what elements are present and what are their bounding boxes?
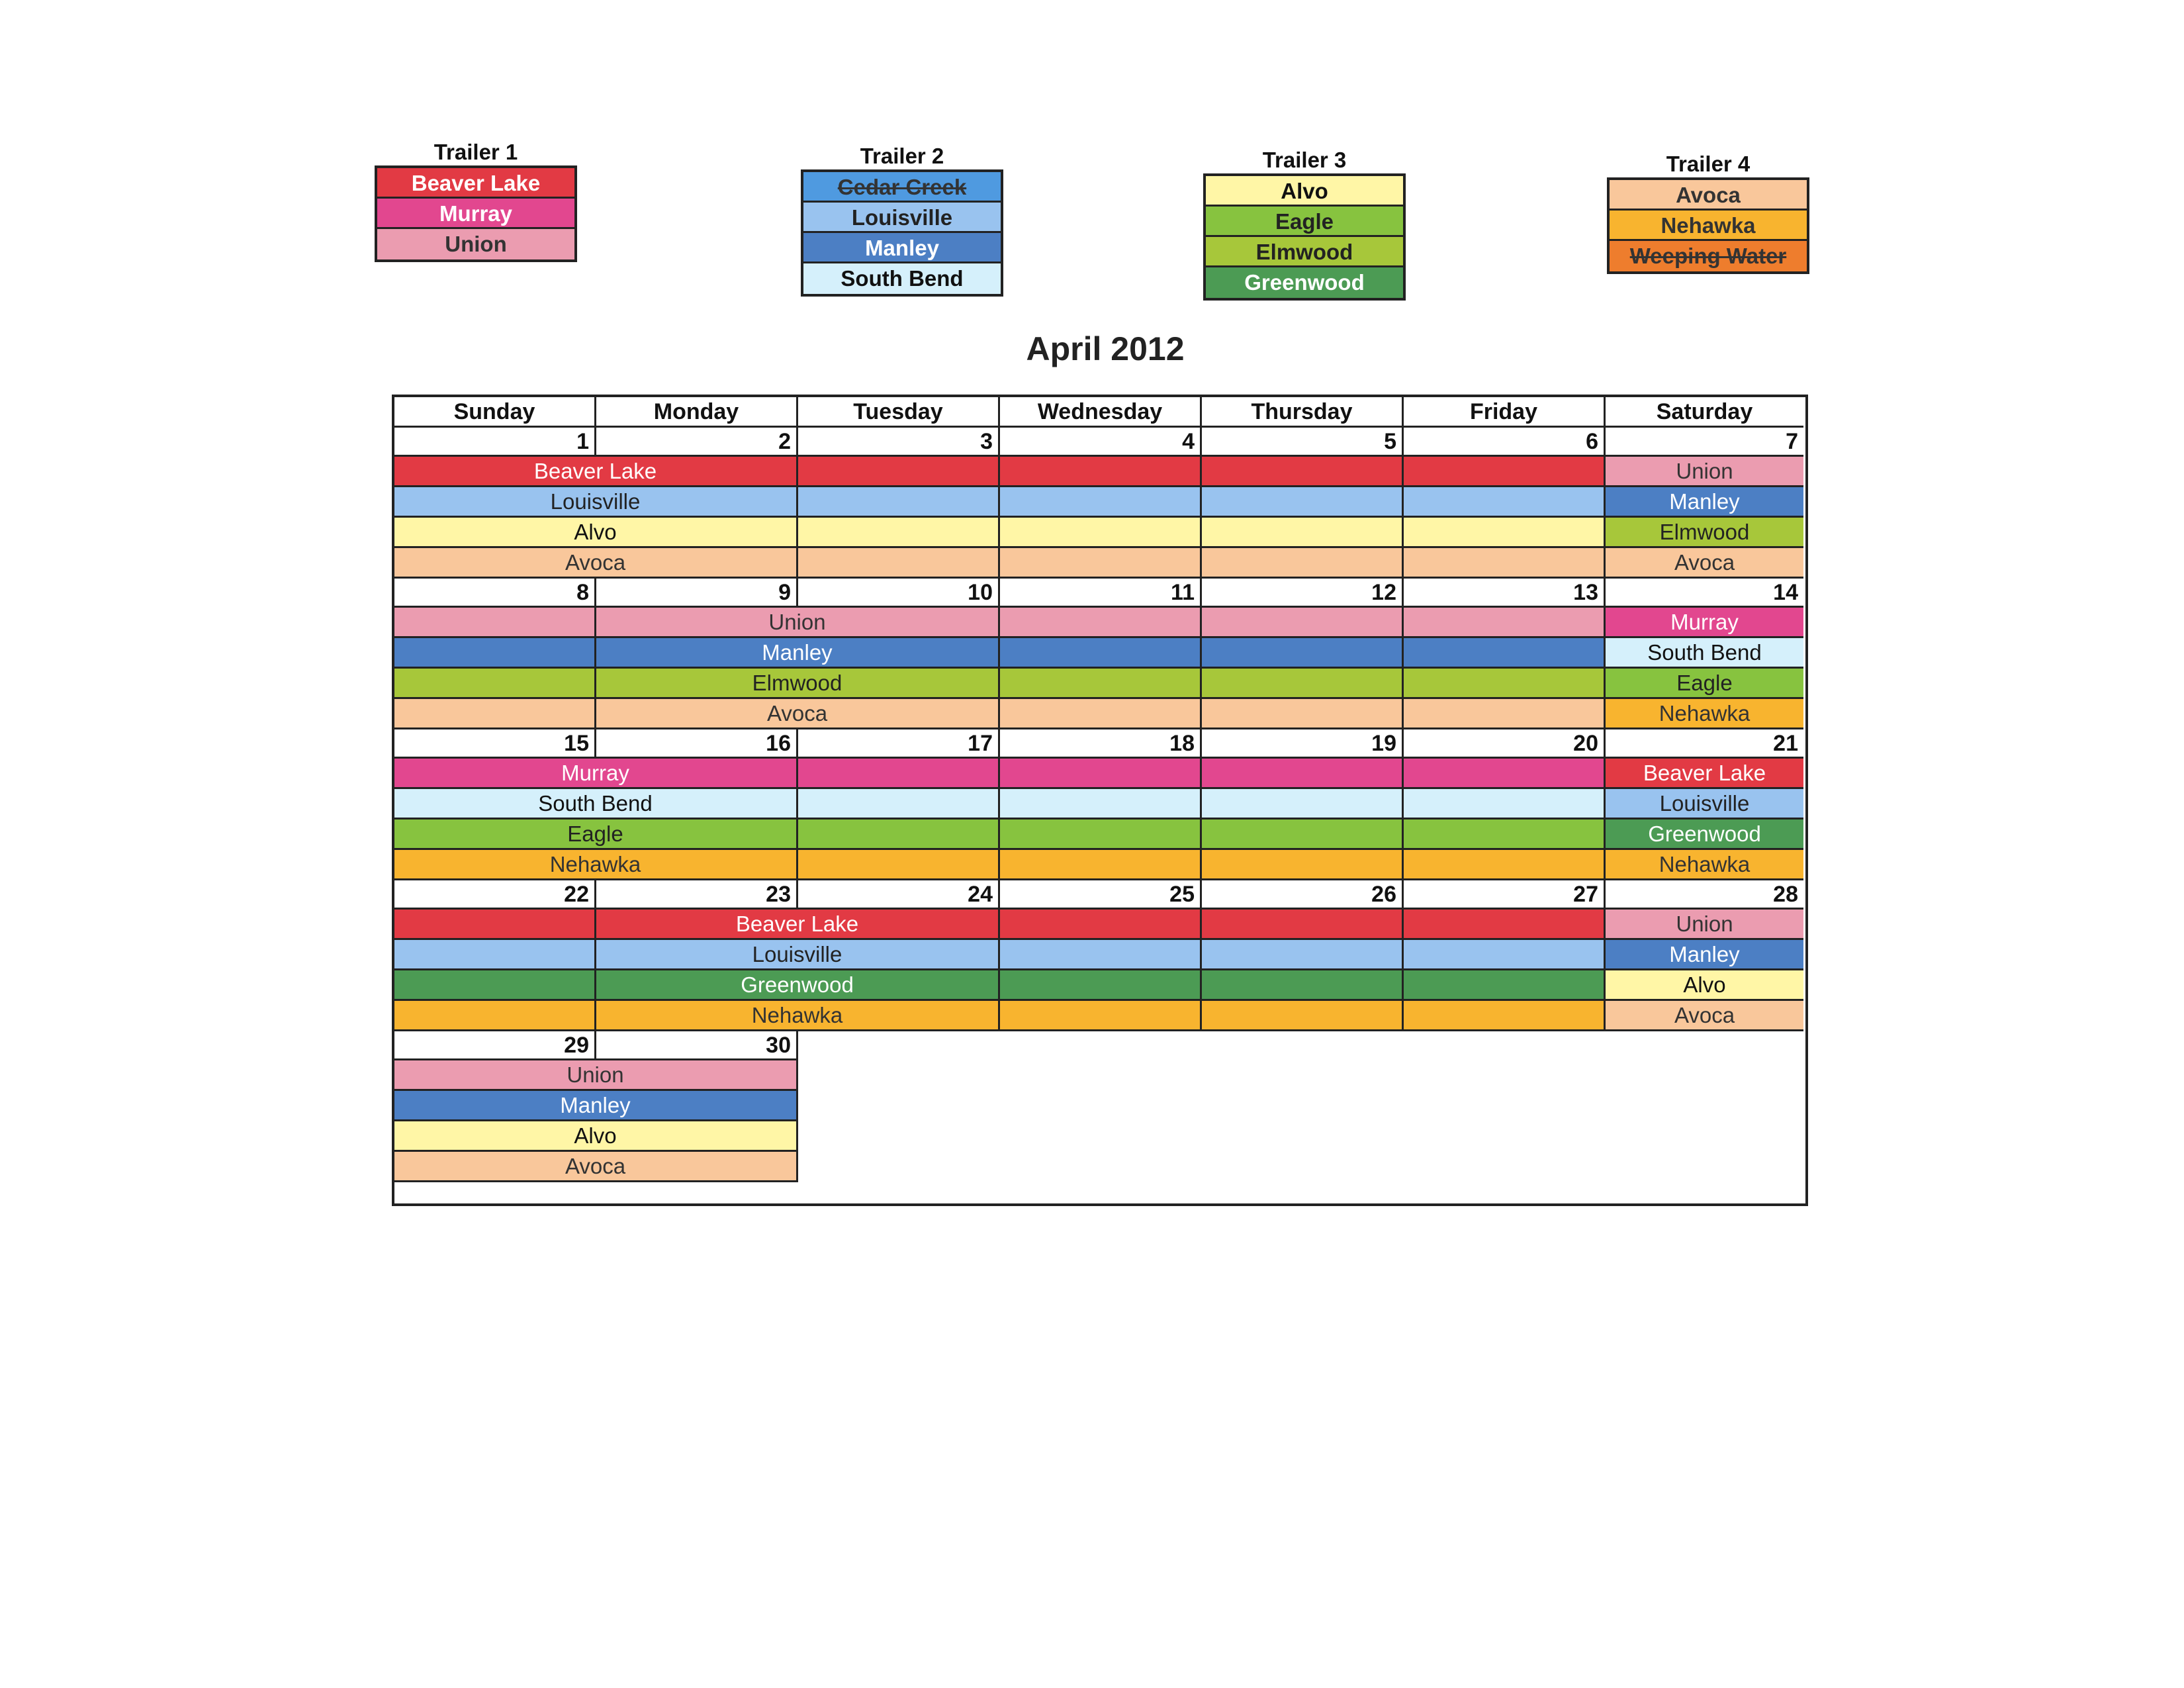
schedule-bar-greenwood: Greenwood: [1606, 820, 1803, 850]
date-cell: 14: [1606, 579, 1803, 608]
schedule-bar-union: Union: [1606, 457, 1803, 487]
schedule-bar-south-bend: [1000, 789, 1202, 820]
schedule-bar-manley: [1202, 638, 1404, 669]
legend-box: [1203, 173, 1406, 301]
schedule-bar-murray: [1404, 759, 1606, 789]
schedule-bar-elmwood: Elmwood: [596, 669, 1000, 699]
schedule-bar-nehawka: [798, 850, 1000, 880]
date-cell: 13: [1404, 579, 1606, 608]
schedule-bar-eagle: [1000, 820, 1202, 850]
schedule-bar-beaver-lake: Beaver Lake: [596, 910, 1000, 940]
day-header-saturday: Saturday: [1606, 397, 1803, 428]
schedule-bar-beaver-lake: Beaver Lake: [1606, 759, 1803, 789]
schedule-bar-eagle: Eagle: [394, 820, 798, 850]
legend-item-elmwood: Elmwood: [1206, 237, 1403, 267]
schedule-bar-louisville: [1404, 487, 1606, 518]
date-cell: 26: [1202, 880, 1404, 910]
schedule-bar-avoca: Avoca: [596, 699, 1000, 729]
schedule-bar-manley: [1404, 638, 1606, 669]
schedule-bar-louisville: [798, 487, 1000, 518]
date-cell: 30: [596, 1031, 798, 1060]
date-cell: 16: [596, 729, 798, 759]
schedule-bar-south-bend: [1202, 789, 1404, 820]
schedule-bar-nehawka: [394, 1001, 596, 1031]
legend-trailer-1: [375, 139, 577, 262]
schedule-bar-union: [1000, 608, 1202, 638]
date-cell: 9: [596, 579, 798, 608]
schedule-bar-avoca: [1000, 699, 1202, 729]
date-cell: 7: [1606, 428, 1803, 457]
schedule-bar-avoca: [394, 699, 596, 729]
day-header-monday: Monday: [596, 397, 798, 428]
legend-box: [375, 165, 577, 262]
schedule-bar-elmwood: [394, 669, 596, 699]
date-cell: 17: [798, 729, 1000, 759]
schedule-bar-greenwood: [1404, 970, 1606, 1001]
date-cell: 29: [394, 1031, 596, 1060]
schedule-bar-union: [1202, 608, 1404, 638]
date-cell: 12: [1202, 579, 1404, 608]
day-header-tuesday: Tuesday: [798, 397, 1000, 428]
calendar-grid: [392, 395, 1808, 1206]
schedule-bar-manley: Manley: [1606, 940, 1803, 970]
schedule-bar-alvo: [1202, 518, 1404, 548]
schedule-bar-alvo: Alvo: [394, 518, 798, 548]
date-cell: 10: [798, 579, 1000, 608]
legend-title: Trailer 3: [1262, 148, 1347, 172]
schedule-bar-south-bend: South Bend: [394, 789, 798, 820]
schedule-bar-louisville: [1000, 940, 1202, 970]
schedule-bar-murray: [798, 759, 1000, 789]
schedule-bar-louisville: [1404, 940, 1606, 970]
schedule-bar-beaver-lake: [1202, 457, 1404, 487]
date-cell: 15: [394, 729, 596, 759]
schedule-bar-nehawka: [1000, 850, 1202, 880]
legend-item-union: Union: [377, 229, 574, 259]
schedule-bar-avoca: [1404, 548, 1606, 579]
legend-item-nehawka: Nehawka: [1610, 211, 1807, 241]
schedule-bar-eagle: [1404, 820, 1606, 850]
schedule-bar-louisville: [1202, 940, 1404, 970]
schedule-bar-alvo: Alvo: [1606, 970, 1803, 1001]
schedule-bar-avoca: Avoca: [394, 548, 798, 579]
schedule-bar-avoca: [798, 548, 1000, 579]
schedule-bar-beaver-lake: [1000, 910, 1202, 940]
schedule-bar-manley: Manley: [394, 1091, 798, 1121]
legend-item-south-bend: South Bend: [803, 263, 1001, 294]
date-cell: 2: [596, 428, 798, 457]
schedule-bar-louisville: Louisville: [394, 487, 798, 518]
schedule-bar-louisville: Louisville: [1606, 789, 1803, 820]
schedule-bar-greenwood: Greenwood: [596, 970, 1000, 1001]
schedule-bar-elmwood: [1000, 669, 1202, 699]
schedule-bar-greenwood: [1202, 970, 1404, 1001]
schedule-bar-manley: Manley: [1606, 487, 1803, 518]
date-cell: 20: [1404, 729, 1606, 759]
date-cell: 21: [1606, 729, 1803, 759]
schedule-bar-alvo: [1000, 518, 1202, 548]
date-cell: 25: [1000, 880, 1202, 910]
schedule-bar-manley: [394, 638, 596, 669]
schedule-bar-avoca: Avoca: [1606, 548, 1803, 579]
schedule-bar-union: [394, 608, 596, 638]
schedule-bar-murray: [1000, 759, 1202, 789]
date-cell: 6: [1404, 428, 1606, 457]
legend-item-greenwood: Greenwood: [1206, 267, 1403, 298]
schedule-bar-manley: Manley: [596, 638, 1000, 669]
schedule-bar-elmwood: [1404, 669, 1606, 699]
schedule-bar-nehawka: [1000, 1001, 1202, 1031]
schedule-bar-south-bend: South Bend: [1606, 638, 1803, 669]
date-cell: 23: [596, 880, 798, 910]
day-header-sunday: Sunday: [394, 397, 596, 428]
legend-item-alvo: Alvo: [1206, 176, 1403, 207]
date-cell: 8: [394, 579, 596, 608]
schedule-bar-louisville: [394, 940, 596, 970]
date-cell: 5: [1202, 428, 1404, 457]
day-header-thursday: Thursday: [1202, 397, 1404, 428]
schedule-bar-louisville: [1202, 487, 1404, 518]
legend-box: [801, 169, 1003, 297]
legend-item-weeping-water: Weeping Water: [1610, 241, 1807, 271]
legend-item-eagle: Eagle: [1206, 207, 1403, 237]
legend-item-beaver-lake: Beaver Lake: [377, 168, 574, 199]
day-header-wednesday: Wednesday: [1000, 397, 1202, 428]
date-cell: 24: [798, 880, 1000, 910]
schedule-bar-beaver-lake: [1000, 457, 1202, 487]
legend-title: Trailer 2: [860, 144, 944, 168]
schedule-bar-south-bend: [798, 789, 1000, 820]
date-cell: 19: [1202, 729, 1404, 759]
date-cell: 1: [394, 428, 596, 457]
schedule-bar-beaver-lake: [798, 457, 1000, 487]
schedule-bar-union: Union: [394, 1060, 798, 1091]
schedule-bar-avoca: [1404, 699, 1606, 729]
schedule-bar-nehawka: Nehawka: [394, 850, 798, 880]
legend-item-avoca: Avoca: [1610, 180, 1807, 211]
date-cell: 4: [1000, 428, 1202, 457]
schedule-bar-manley: [1000, 638, 1202, 669]
schedule-bar-south-bend: [1404, 789, 1606, 820]
schedule-bar-nehawka: [1404, 850, 1606, 880]
schedule-bar-avoca: Avoca: [1606, 1001, 1803, 1031]
schedule-bar-eagle: Eagle: [1606, 669, 1803, 699]
schedule-bar-avoca: [1202, 699, 1404, 729]
schedule-bar-greenwood: [394, 970, 596, 1001]
schedule-bar-nehawka: [1404, 1001, 1606, 1031]
legend-item-cedar-creek: Cedar Creek: [803, 172, 1001, 203]
legend-item-murray: Murray: [377, 199, 574, 229]
schedule-bar-beaver-lake: [1202, 910, 1404, 940]
legend-title: Trailer 1: [433, 140, 518, 164]
schedule-bar-elmwood: [1202, 669, 1404, 699]
schedule-bar-louisville: [1000, 487, 1202, 518]
schedule-bar-beaver-lake: [394, 910, 596, 940]
legend-box: [1607, 177, 1809, 274]
calendar-title: April 2012: [1026, 330, 1185, 367]
legend-title: Trailer 4: [1666, 152, 1751, 176]
schedule-bar-nehawka: Nehawka: [1606, 699, 1803, 729]
schedule-bar-union: Union: [596, 608, 1000, 638]
day-header-friday: Friday: [1404, 397, 1606, 428]
date-cell: 11: [1000, 579, 1202, 608]
schedule-bar-nehawka: [1202, 850, 1404, 880]
schedule-bar-murray: [1202, 759, 1404, 789]
date-cell: 28: [1606, 880, 1803, 910]
schedule-bar-louisville: Louisville: [596, 940, 1000, 970]
schedule-bar-greenwood: [1000, 970, 1202, 1001]
schedule-bar-beaver-lake: [1404, 910, 1606, 940]
schedule-bar-avoca: [1202, 548, 1404, 579]
schedule-bar-elmwood: Elmwood: [1606, 518, 1803, 548]
schedule-bar-nehawka: Nehawka: [596, 1001, 1000, 1031]
schedule-bar-nehawka: Nehawka: [1606, 850, 1803, 880]
schedule-bar-avoca: Avoca: [394, 1152, 798, 1182]
schedule-bar-murray: Murray: [394, 759, 798, 789]
schedule-bar-union: [1404, 608, 1606, 638]
schedule-bar-beaver-lake: Beaver Lake: [394, 457, 798, 487]
date-cell: 27: [1404, 880, 1606, 910]
legend-item-manley: Manley: [803, 233, 1001, 263]
schedule-bar-alvo: Alvo: [394, 1121, 798, 1152]
date-cell: 3: [798, 428, 1000, 457]
schedule-bar-eagle: [1202, 820, 1404, 850]
legend-trailer-3: [1203, 147, 1406, 301]
date-cell: 18: [1000, 729, 1202, 759]
schedule-bar-murray: Murray: [1606, 608, 1803, 638]
schedule-bar-nehawka: [1202, 1001, 1404, 1031]
schedule-bar-union: Union: [1606, 910, 1803, 940]
legend-trailer-2: [801, 143, 1003, 297]
date-cell: 22: [394, 880, 596, 910]
legend-trailer-4: [1607, 151, 1809, 274]
legend-item-louisville: Louisville: [803, 203, 1001, 233]
schedule-bar-alvo: [1404, 518, 1606, 548]
schedule-bar-beaver-lake: [1404, 457, 1606, 487]
schedule-bar-eagle: [798, 820, 1000, 850]
schedule-bar-avoca: [1000, 548, 1202, 579]
schedule-bar-alvo: [798, 518, 1000, 548]
